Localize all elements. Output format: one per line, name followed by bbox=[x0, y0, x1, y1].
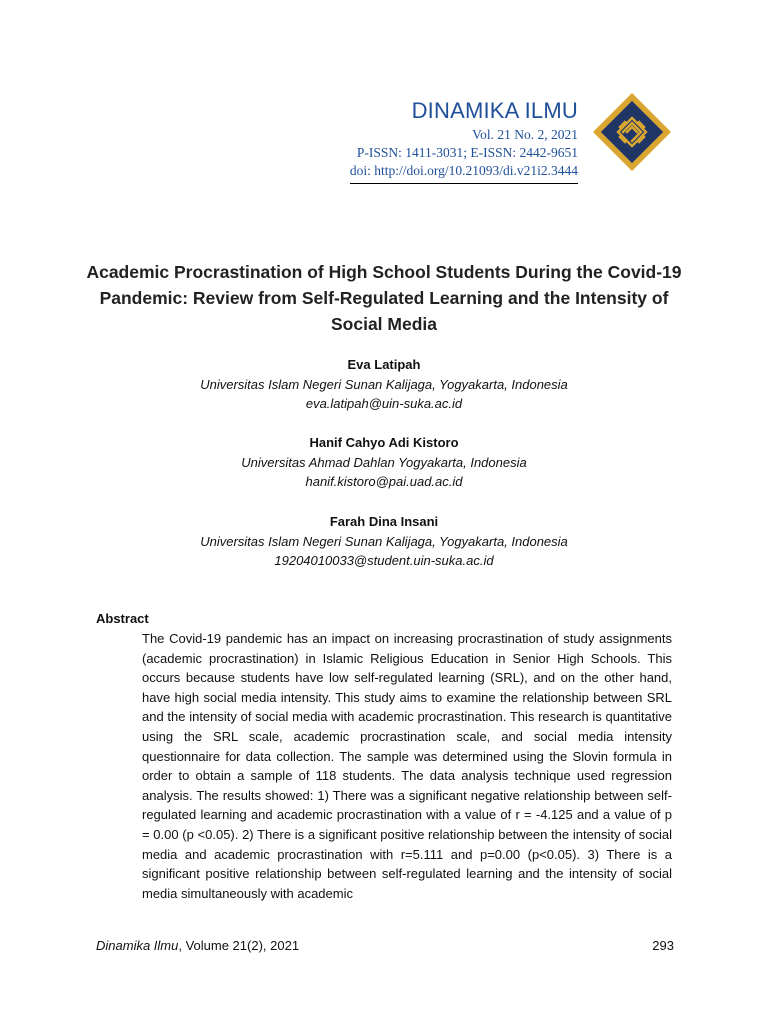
page-number: 293 bbox=[652, 938, 674, 953]
journal-issn: P-ISSN: 1411-3031; E-ISSN: 2442-9651 bbox=[356, 145, 578, 160]
author-email[interactable]: 19204010033@student.uin-suka.ac.id bbox=[274, 553, 494, 568]
journal-logo-icon bbox=[592, 92, 672, 172]
author-block bbox=[80, 355, 688, 414]
abstract-text: The Covid-19 pandemic has an impact on increasing procrastination of study assignments (academic procrastination) in Islamic Religious Education in Senior High Schools. This occurs because students have low self-regulated learning (SRL), and on the other hand, have high social media intensity. This study aims to examine the relationship between SRL and the intensity of social media with academic procrastination. This research is quantitative using the SRL scale, academic procrastination scale, and social media intensity questionnaire for data collection. The sample was determined using the Slovin formula in order to obtain a sample of 118 students. The data analysis technique used regression analysis. The results showed: 1) There was a significant negative relationship between self-regulated learning and academic procrastination with a value of r = -4.125 and a value of p = 0.00 (p <0.05). 2) There is a significant positive relationship between the intensity of social media and academic procrastination with r=5.111 and p=0.00 (p<0.05). 3) There is a significant positive relationship between self-regulated learning and the intensity of social media simultaneously with academic bbox=[142, 631, 672, 901]
author-name: Farah Dina Insani bbox=[329, 514, 439, 529]
footer-journal: Dinamika Ilmu bbox=[96, 938, 179, 953]
author-email[interactable]: hanif.kistoro@pai.uad.ac.id bbox=[305, 474, 463, 489]
journal-volume: Vol. 21 No. 2, 2021 bbox=[472, 127, 578, 142]
author-block bbox=[80, 433, 688, 492]
author-name: Hanif Cahyo Adi Kistoro bbox=[309, 435, 459, 450]
author-name: Eva Latipah bbox=[347, 357, 421, 372]
journal-doi[interactable]: doi: http://doi.org/10.21093/di.v21i2.3444 bbox=[349, 163, 578, 178]
footer-volume: , Volume 21(2), 2021 bbox=[178, 938, 300, 953]
journal-name: DINAMIKA ILMU bbox=[411, 98, 578, 123]
author-affiliation: Universitas Islam Negeri Sunan Kalijaga, Yogyakarta, Indonesia bbox=[200, 376, 568, 392]
journal-header bbox=[350, 98, 578, 184]
author-affiliation: Universitas Ahmad Dahlan Yogyakarta, Indonesia bbox=[241, 454, 527, 470]
page-footer bbox=[96, 938, 674, 953]
author-email[interactable]: eva.latipah@uin-suka.ac.id bbox=[305, 396, 463, 411]
footer-citation bbox=[96, 938, 299, 953]
author-block bbox=[80, 512, 688, 571]
paper-title: Academic Procrastination of High School Students During the Covid-19 Pandemic: Review from Self-Regulated Learning and the Intensity of Social Media bbox=[86, 262, 682, 334]
abstract-heading: Abstract bbox=[96, 611, 149, 626]
author-affiliation: Universitas Islam Negeri Sunan Kalijaga, Yogyakarta, Indonesia bbox=[200, 533, 568, 549]
